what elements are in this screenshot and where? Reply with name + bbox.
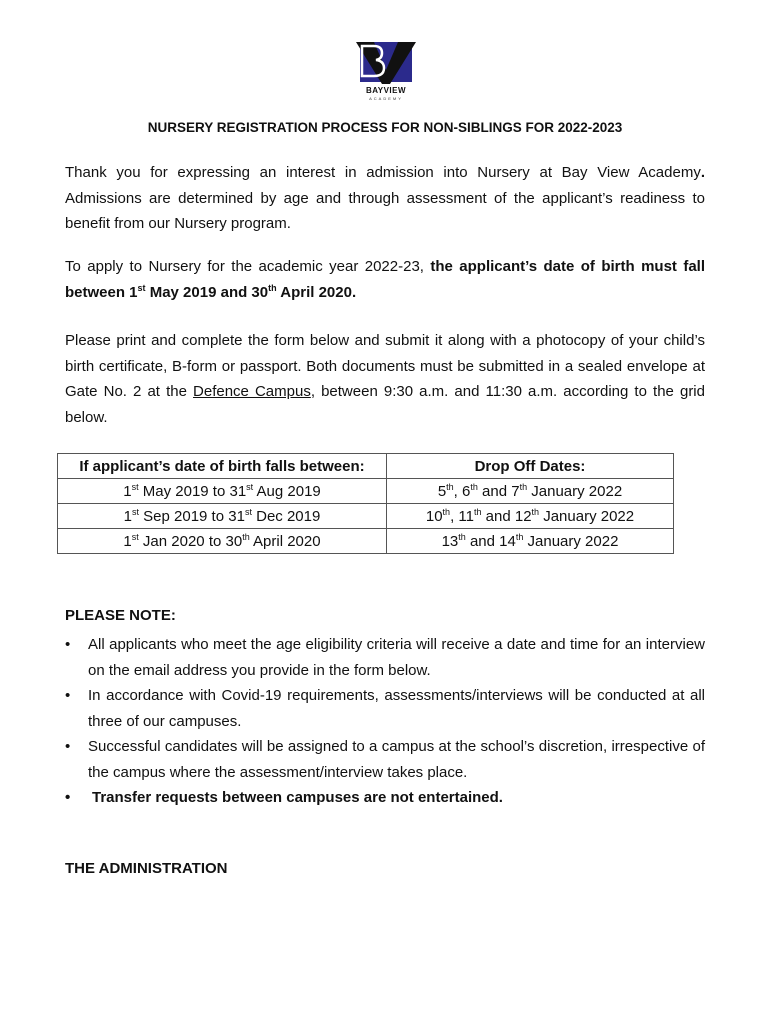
eligibility-prefix: To apply to Nursery for the academic year 2022-23, [65,258,431,275]
document-title: NURSERY REGISTRATION PROCESS FOR NON-SIBLINGS FOR 2022-2023 [147,120,623,135]
table-row [58,529,674,554]
eligibility-dates: the applicant’s date of birth must fall between 1st May 2019 and 30th April 2020. [65,258,705,301]
drop-off-dates: 10th, 11th and 12th January 2022 [387,504,674,529]
defence-campus-link[interactable]: Defence Campus [193,383,311,400]
dob-range: 1st Sep 2019 to 31st Dec 2019 [58,504,387,529]
intro-paragraph [65,160,705,237]
submission-text-a: Please print and complete the form below and submit it along with a photocopy of your child’s birth certificate, B-form or passport. Both documents must be submitted in a sealed envelope at Gate No. 2 at the [65,332,705,400]
submission-paragraph [65,328,705,430]
dob-range: 1st May 2019 to 31st Aug 2019 [58,479,387,504]
list-item: • In accordance with Covid-19 requirements, assessments/interviews will be conducted at all three of our campuses. [65,683,705,734]
intro-period: . [700,164,705,181]
bullet-icon: • [65,789,71,806]
bayview-logo [352,40,420,104]
dob-range: 1st Jan 2020 to 30th April 2020 [58,529,387,554]
logo-emblem-icon [352,40,420,86]
bullet-icon: • [65,738,71,755]
grid-header-dropoff: Drop Off Dates: [387,454,674,479]
table-row [58,479,674,504]
drop-off-dates: 13th and 14th January 2022 [387,529,674,554]
grid-header-row [58,454,674,479]
logo-subtitle: ACADEMY [369,96,403,101]
note-list [65,632,705,811]
submission-text-b: , between 9:30 a.m. and 11:30 a.m. according to the grid below. [65,383,705,426]
logo-wordmark: BAYVIEW [365,86,407,95]
list-item: • Successful candidates will be assigned to a campus at the school’s discretion, irrespective of the campus where the assessment/interview takes place. [65,734,705,785]
intro-rest: Admissions are determined by age and through assessment of the applicant’s readiness to benefit from our Nursery program. [65,189,705,232]
drop-off-dates: 5th, 6th and 7th January 2022 [387,479,674,504]
bullet-icon: • [65,687,71,704]
signoff: THE ADMINISTRATION [65,860,228,877]
drop-off-grid [57,453,674,554]
note-heading: PLEASE NOTE: [65,607,176,624]
table-row [58,504,674,529]
list-item: • Transfer requests between campuses are not entertained. [65,785,705,811]
list-item: • All applicants who meet the age eligibility criteria will receive a date and time for an interview on the email address you provide in the form below. [65,632,705,683]
grid-header-dob: If applicant’s date of birth falls between: [58,454,387,479]
intro-line: Thank you for expressing an interest in admission into Nursery at Bay View Academy [65,164,701,181]
bullet-icon: • [65,636,71,653]
eligibility-paragraph [65,254,705,305]
